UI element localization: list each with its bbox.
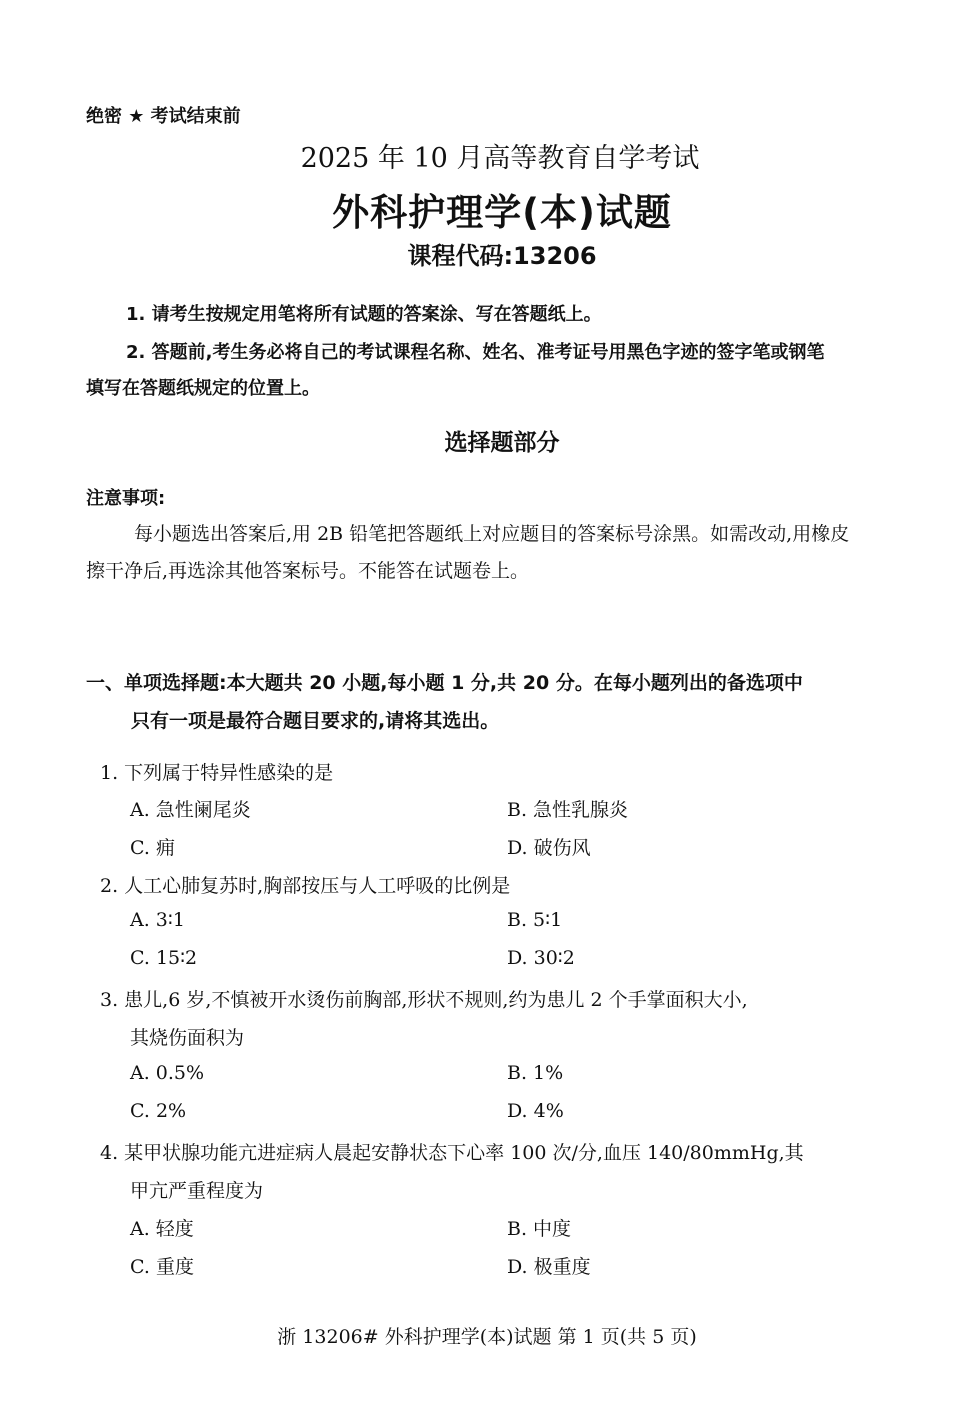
notes-line-2: 擦干净后,再选涂其他答案标号。不能答在试题卷上。 [86,560,530,582]
option-a: A. 轻度 [130,1218,194,1240]
instruction-2-continued: 填写在答题纸规定的位置上。 [86,378,320,399]
notes-line-1: 每小题选出答案后,用 2B 铅笔把答题纸上对应题目的答案标号涂黑。如需改动,用橡皮 [134,523,850,545]
option-b: B. 急性乳腺炎 [507,799,629,821]
option-c: C. 2% [130,1100,187,1122]
option-a: A. 急性阑尾炎 [130,799,251,821]
question-stem: 1. 下列属于特异性感染的是 [100,762,334,784]
option-d: D. 破伤风 [507,837,591,859]
exam-session-line: 2025 年 10 月高等教育自学考试 [300,143,700,174]
section-one-title: 一、单项选择题:本大题共 20 小题,每小题 1 分,共 20 分。在每小题列出的备选项中 [86,672,803,694]
question-stem: 4. 某甲状腺功能亢进症病人晨起安静状态下心率 100 次/分,血压 140/80mmHg,其 [100,1142,804,1164]
option-a: A. 0.5% [130,1062,205,1084]
option-c: C. 15∶2 [130,947,198,969]
question-stem: 3. 患儿,6 岁,不慎被开水烫伤前胸部,形状不规则,约为患儿 2 个手掌面积大小, [100,989,748,1011]
question-stem: 2. 人工心肺复苏时,胸部按压与人工呼吸的比例是 [100,875,511,897]
option-d: D. 4% [507,1100,564,1122]
instruction-1: 1. 请考生按规定用笔将所有试题的答案涂、写在答题纸上。 [126,304,602,325]
course-code: 课程代码:13206 [407,242,597,270]
option-d: D. 30∶2 [507,947,575,969]
option-b: B. 中度 [507,1218,572,1240]
confidential-label: 绝密 ★ 考试结束前 [86,106,241,127]
page-footer: 浙 13206# 外科护理学(本)试题 第 1 页(共 5 页) [277,1326,697,1348]
section-one-title-continued: 只有一项是最符合题目要求的,请将其选出。 [131,710,500,732]
notes-label: 注意事项: [86,488,166,509]
option-b: B. 1% [507,1062,564,1084]
question-stem-continued: 甲亢严重程度为 [130,1180,264,1202]
section-heading-choice: 选择题部分 [444,430,560,456]
page-title: 外科护理学(本)试题 [332,191,672,234]
option-c: C. 痈 [130,837,175,859]
question-stem-continued: 其烧伤面积为 [130,1027,245,1049]
option-b: B. 5∶1 [507,909,563,931]
instruction-2: 2. 答题前,考生务必将自己的考试课程名称、姓名、准考证号用黑色字迹的签字笔或钢笔 [126,342,825,363]
option-c: C. 重度 [130,1256,194,1278]
option-a: A. 3∶1 [130,909,185,931]
option-d: D. 极重度 [507,1256,591,1278]
